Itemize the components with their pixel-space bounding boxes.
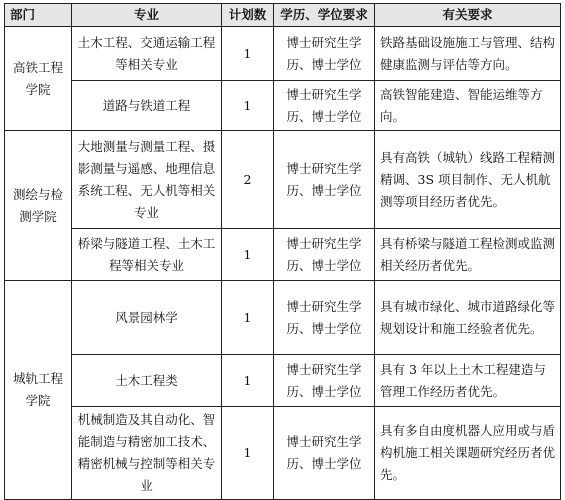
header-dept: 部门 xyxy=(5,4,72,27)
plan-cell: 1 xyxy=(222,355,274,407)
dept-cell: 测绘与检测学院 xyxy=(5,131,72,281)
req-cell: 具有高铁（城轨）线路工程精测精调、3S 项目制作、无人机航测等项目经历者优先。 xyxy=(375,131,561,229)
req-cell: 铁路基础设施施工与管理、结构健康监测与评估等方向。 xyxy=(375,27,561,81)
table-body xyxy=(5,27,561,500)
major-cell: 道路与铁道工程 xyxy=(72,81,222,131)
major-cell: 桥梁与隧道工程、土木工程等相关专业 xyxy=(72,229,222,281)
req-cell: 具有桥梁与隧道工程检测或监测相关经历者优先。 xyxy=(375,229,561,281)
table-row xyxy=(5,355,561,407)
degree-cell: 博士研究生学历、博士学位 xyxy=(274,281,375,355)
plan-cell: 1 xyxy=(222,27,274,81)
req-cell: 具有城市绿化、城市道路绿化等规划设计和施工经验者优先。 xyxy=(375,281,561,355)
major-cell: 土木工程、交通运输工程等相关专业 xyxy=(72,27,222,81)
table-header xyxy=(5,4,561,27)
plan-cell: 2 xyxy=(222,131,274,229)
major-cell: 机械制造及其自动化、智能制造与精密加工技术、精密机械与控制等相关专业 xyxy=(72,407,222,500)
degree-cell: 博士研究生学历、博士学位 xyxy=(274,81,375,131)
header-plan: 计划数 xyxy=(222,4,274,27)
req-cell: 具有 3 年以上土木工程建造与管理工作经历者优先。 xyxy=(375,355,561,407)
degree-cell: 博士研究生学历、博士学位 xyxy=(274,131,375,229)
table-row xyxy=(5,281,561,355)
degree-cell: 博士研究生学历、博士学位 xyxy=(274,355,375,407)
req-cell: 具有多自由度机器人应用或与盾构机施工相关课题研究经历者优先。 xyxy=(375,407,561,500)
major-cell: 大地测量与测量工程、摄影测量与遥感、地理信息系统工程、无人机等相关专业 xyxy=(72,131,222,229)
table-row xyxy=(5,407,561,500)
header-row xyxy=(5,4,561,27)
plan-cell: 1 xyxy=(222,81,274,131)
header-degree: 学历、学位要求 xyxy=(274,4,375,27)
req-cell: 高铁智能建造、智能运维等方向。 xyxy=(375,81,561,131)
plan-cell: 1 xyxy=(222,407,274,500)
major-cell: 土木工程类 xyxy=(72,355,222,407)
degree-cell: 博士研究生学历、博士学位 xyxy=(274,229,375,281)
table-row xyxy=(5,131,561,229)
table-row xyxy=(5,229,561,281)
plan-cell: 1 xyxy=(222,281,274,355)
degree-cell: 博士研究生学历、博士学位 xyxy=(274,407,375,500)
table-row xyxy=(5,27,561,81)
header-req: 有关要求 xyxy=(375,4,561,27)
plan-cell: 1 xyxy=(222,229,274,281)
table-row xyxy=(5,81,561,131)
dept-cell: 城轨工程学院 xyxy=(5,281,72,500)
major-cell: 风景园林学 xyxy=(72,281,222,355)
recruitment-table xyxy=(4,3,561,500)
dept-cell: 高铁工程学院 xyxy=(5,27,72,131)
degree-cell: 博士研究生学历、博士学位 xyxy=(274,27,375,81)
header-major: 专业 xyxy=(72,4,222,27)
